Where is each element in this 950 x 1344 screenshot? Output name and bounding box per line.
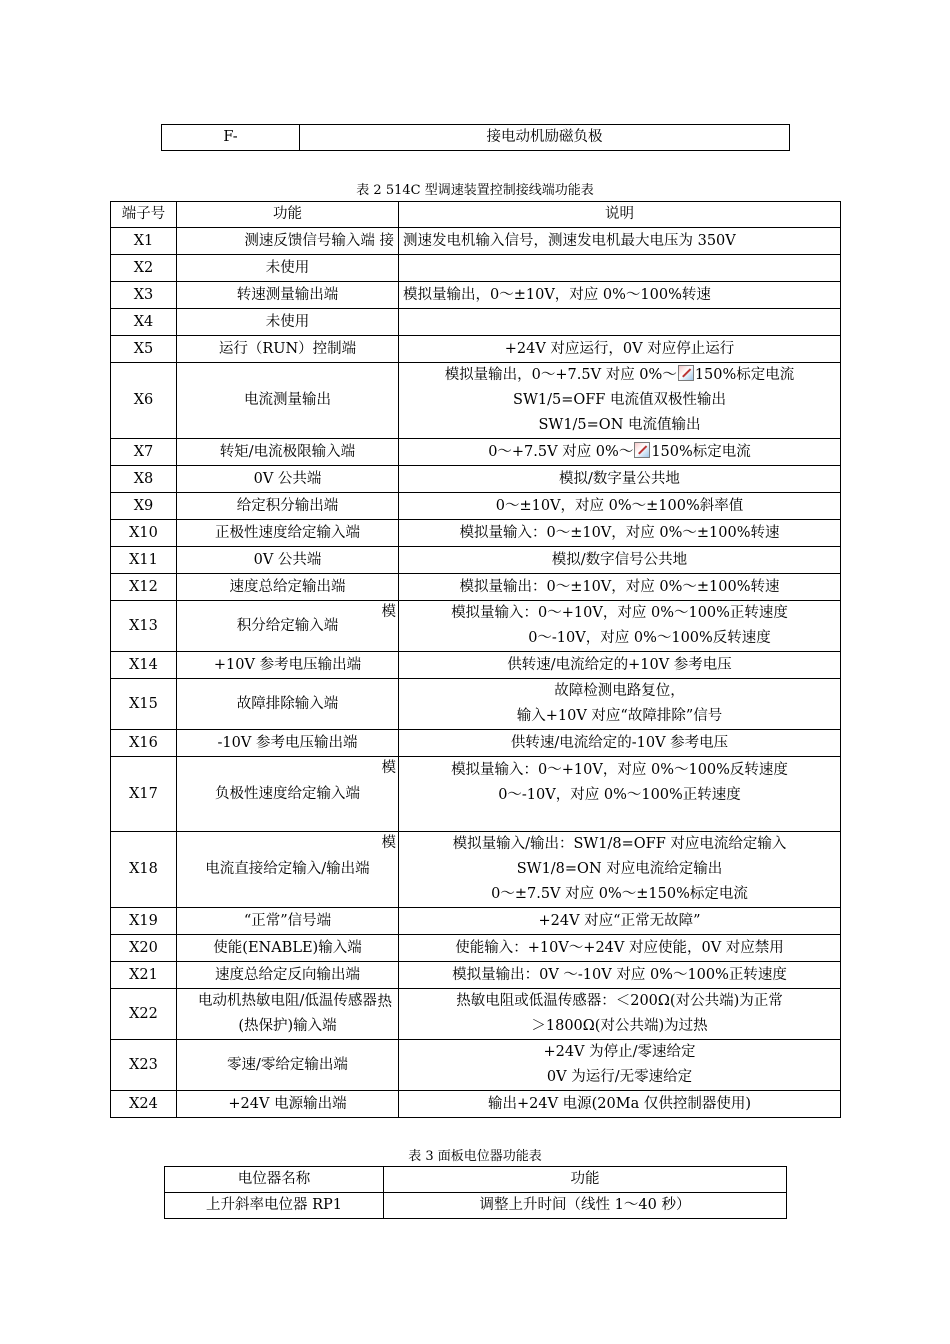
description-line: 0～±7.5V 对应 0%～±150%标定电流 — [491, 886, 748, 902]
description-cell — [399, 363, 841, 439]
terminal-cell: X15 — [111, 679, 177, 730]
function-cell: 运行（RUN）控制端 — [177, 336, 399, 363]
terminal-cell: X8 — [111, 466, 177, 493]
function-cell: 0V 公共端 — [177, 466, 399, 493]
table-row — [111, 309, 841, 336]
description-cell — [399, 255, 841, 282]
description-cell: 接电动机励磁负极 — [300, 125, 790, 151]
description-line: +24V 为停止/零速给定 — [543, 1044, 696, 1060]
function-cell: 模 积分给定输入端 — [177, 601, 399, 652]
table-row — [111, 1040, 841, 1091]
description-line: SW1/5=ON 电流值输出 — [538, 417, 701, 433]
description-line: 0～-10V，对应 0%～100%正转速度 — [498, 787, 741, 803]
terminal-cell: X3 — [111, 282, 177, 309]
function-cell: 调整上升时间（线性 1～40 秒） — [384, 1193, 787, 1219]
terminal-cell: X19 — [111, 908, 177, 935]
table-row — [111, 228, 841, 255]
function-cell: 电流测量输出 — [177, 363, 399, 439]
description-line: 模拟量输出，0～+7.5V 对应 0%～ 150%标定电流 — [444, 367, 795, 383]
terminal-cell: X22 — [111, 989, 177, 1040]
terminal-cell: X5 — [111, 336, 177, 363]
terminal-cell: X6 — [111, 363, 177, 439]
table-row — [111, 520, 841, 547]
function-line: (热保护)输入端 — [238, 1018, 337, 1034]
table-row — [111, 547, 841, 574]
function-cell: 给定积分输出端 — [177, 493, 399, 520]
function-cell: +10V 参考电压输出端 — [177, 652, 399, 679]
overlapping-text: 热 — [377, 994, 392, 1010]
table-row — [111, 1091, 841, 1118]
header-function: 功能 — [384, 1167, 787, 1193]
function-cell: 速度总给定反向输出端 — [177, 962, 399, 989]
table-row — [111, 574, 841, 601]
function-cell: -10V 参考电压输出端 — [177, 730, 399, 757]
description-cell: 模拟量输出，0～±10V，对应 0%～100%转速 — [399, 282, 841, 309]
terminal-cell: X16 — [111, 730, 177, 757]
function-cell: 转矩/电流极限输入端 — [177, 439, 399, 466]
description-cell — [399, 989, 841, 1040]
function-cell: 测速反馈信号输入端 接 — [177, 228, 399, 255]
description-line: 模拟量输入：0～+10V，对应 0%～100%反转速度 — [451, 762, 788, 778]
description-line: 故障检测电路复位， — [554, 683, 685, 699]
table-row — [111, 832, 841, 908]
table-row — [111, 493, 841, 520]
terminal-cell: X7 — [111, 439, 177, 466]
table-row — [162, 125, 790, 151]
table-row — [111, 908, 841, 935]
terminal-cell: X10 — [111, 520, 177, 547]
truncated-text: 模 — [381, 604, 396, 620]
description-cell: 测速发电机输入信号，测速发电机最大电压为 350V — [399, 228, 841, 255]
terminal-cell: X17 — [111, 757, 177, 832]
header-description: 说明 — [399, 202, 841, 228]
image-marker-icon — [634, 442, 650, 458]
table-row — [111, 466, 841, 493]
function-cell: “正常”信号端 — [177, 908, 399, 935]
description-cell: 模拟量输出：0V ～-10V 对应 0%～100%正转速度 — [399, 962, 841, 989]
table-header-row — [165, 1167, 787, 1193]
description-line: SW1/8=ON 对应电流给定输出 — [516, 861, 723, 877]
function-cell: 速度总给定输出端 — [177, 574, 399, 601]
terminal-cell: X12 — [111, 574, 177, 601]
function-line: 电动机热敏电阻/低温传感器 — [198, 993, 377, 1009]
description-cell: 供转速/电流给定的-10V 参考电压 — [399, 730, 841, 757]
table-row — [111, 989, 841, 1040]
description-cell: 模拟量输入：0～±10V，对应 0%～±100%转速 — [399, 520, 841, 547]
description-line: 热敏电阻或低温传感器：＜200Ω(对公共端)为正常 — [456, 993, 783, 1009]
description-cell — [399, 601, 841, 652]
terminal-cell: X21 — [111, 962, 177, 989]
description-cell — [399, 832, 841, 908]
terminal-cell: X20 — [111, 935, 177, 962]
table-row — [111, 255, 841, 282]
description-line: ＞1800Ω(对公共端)为过热 — [531, 1018, 708, 1034]
function-cell: 转速测量输出端 — [177, 282, 399, 309]
image-marker-icon — [678, 365, 694, 381]
description-cell — [399, 1040, 841, 1091]
function-cell: 模 电流直接给定输入/输出端 — [177, 832, 399, 908]
terminal-cell: X2 — [111, 255, 177, 282]
table-2 — [110, 201, 841, 1118]
table-row — [111, 439, 841, 466]
description-line: 0～-10V，对应 0%～100%反转速度 — [528, 630, 771, 646]
table-row — [111, 336, 841, 363]
description-line: 模拟量输入：0～+10V，对应 0%～100%正转速度 — [451, 605, 788, 621]
terminal-cell: X18 — [111, 832, 177, 908]
description-cell — [399, 679, 841, 730]
function-cell: 未使用 — [177, 309, 399, 336]
table-row — [111, 652, 841, 679]
terminal-cell: X9 — [111, 493, 177, 520]
terminal-cell: F- — [162, 125, 300, 151]
function-cell: 故障排除输入端 — [177, 679, 399, 730]
description-cell: 模拟/数字量公共地 — [399, 466, 841, 493]
terminal-cell: X24 — [111, 1091, 177, 1118]
potentiometer-name-cell: 上升斜率电位器 RP1 — [165, 1193, 384, 1219]
function-cell: 未使用 — [177, 255, 399, 282]
terminal-cell: X13 — [111, 601, 177, 652]
table-header-row — [111, 202, 841, 228]
truncated-text: 模 — [381, 760, 396, 776]
table-row — [111, 935, 841, 962]
function-cell: 模 负极性速度给定输入端 — [177, 757, 399, 832]
description-line: 0V 为运行/无零速给定 — [546, 1069, 693, 1085]
terminal-cell: X11 — [111, 547, 177, 574]
terminal-cell: X14 — [111, 652, 177, 679]
description-cell: +24V 对应“正常无故障” — [399, 908, 841, 935]
table-3-caption: 表 3 面板电位器功能表 — [408, 1149, 542, 1164]
description-line: 输入+10V 对应“故障排除”信号 — [516, 708, 723, 724]
header-potentiometer-name: 电位器名称 — [165, 1167, 384, 1193]
table-row — [111, 962, 841, 989]
table-row — [111, 601, 841, 652]
function-cell: 正极性速度给定输入端 — [177, 520, 399, 547]
description-cell: 0～+7.5V 对应 0%～ 150%标定电流 — [399, 439, 841, 466]
description-cell — [399, 309, 841, 336]
function-cell — [177, 989, 399, 1040]
table-row — [111, 363, 841, 439]
description-cell: 0～±10V，对应 0%～±100%斜率值 — [399, 493, 841, 520]
function-cell: +24V 电源输出端 — [177, 1091, 399, 1118]
table-row — [111, 282, 841, 309]
terminal-cell: X4 — [111, 309, 177, 336]
table-row — [111, 757, 841, 832]
description-line: 模拟量输入/输出：SW1/8=OFF 对应电流给定输入 — [452, 836, 787, 852]
terminal-cell: X23 — [111, 1040, 177, 1091]
description-cell: +24V 对应运行，0V 对应停止运行 — [399, 336, 841, 363]
description-cell: 供转速/电流给定的+10V 参考电压 — [399, 652, 841, 679]
description-cell: 使能输入：+10V～+24V 对应使能，0V 对应禁用 — [399, 935, 841, 962]
function-cell: 0V 公共端 — [177, 547, 399, 574]
table-row — [111, 679, 841, 730]
description-cell — [399, 757, 841, 832]
description-cell: 输出+24V 电源(20Ma 仅供控制器使用) — [399, 1091, 841, 1118]
header-terminal: 端子号 — [111, 202, 177, 228]
function-cell: 零速/零给定输出端 — [177, 1040, 399, 1091]
table-3 — [164, 1166, 787, 1219]
table-row — [165, 1193, 787, 1219]
description-cell: 模拟量输出：0～±10V，对应 0%～±100%转速 — [399, 574, 841, 601]
description-line: SW1/5=OFF 电流值双极性输出 — [513, 392, 726, 408]
table-1 — [161, 124, 790, 151]
table-2-caption: 表 2 514C 型调速装置控制接线端功能表 — [356, 183, 594, 198]
header-function: 功能 — [177, 202, 399, 228]
function-cell: 使能(ENABLE)输入端 — [177, 935, 399, 962]
truncated-text: 模 — [381, 835, 396, 851]
description-cell: 模拟/数字信号公共地 — [399, 547, 841, 574]
terminal-cell: X1 — [111, 228, 177, 255]
table-row — [111, 730, 841, 757]
